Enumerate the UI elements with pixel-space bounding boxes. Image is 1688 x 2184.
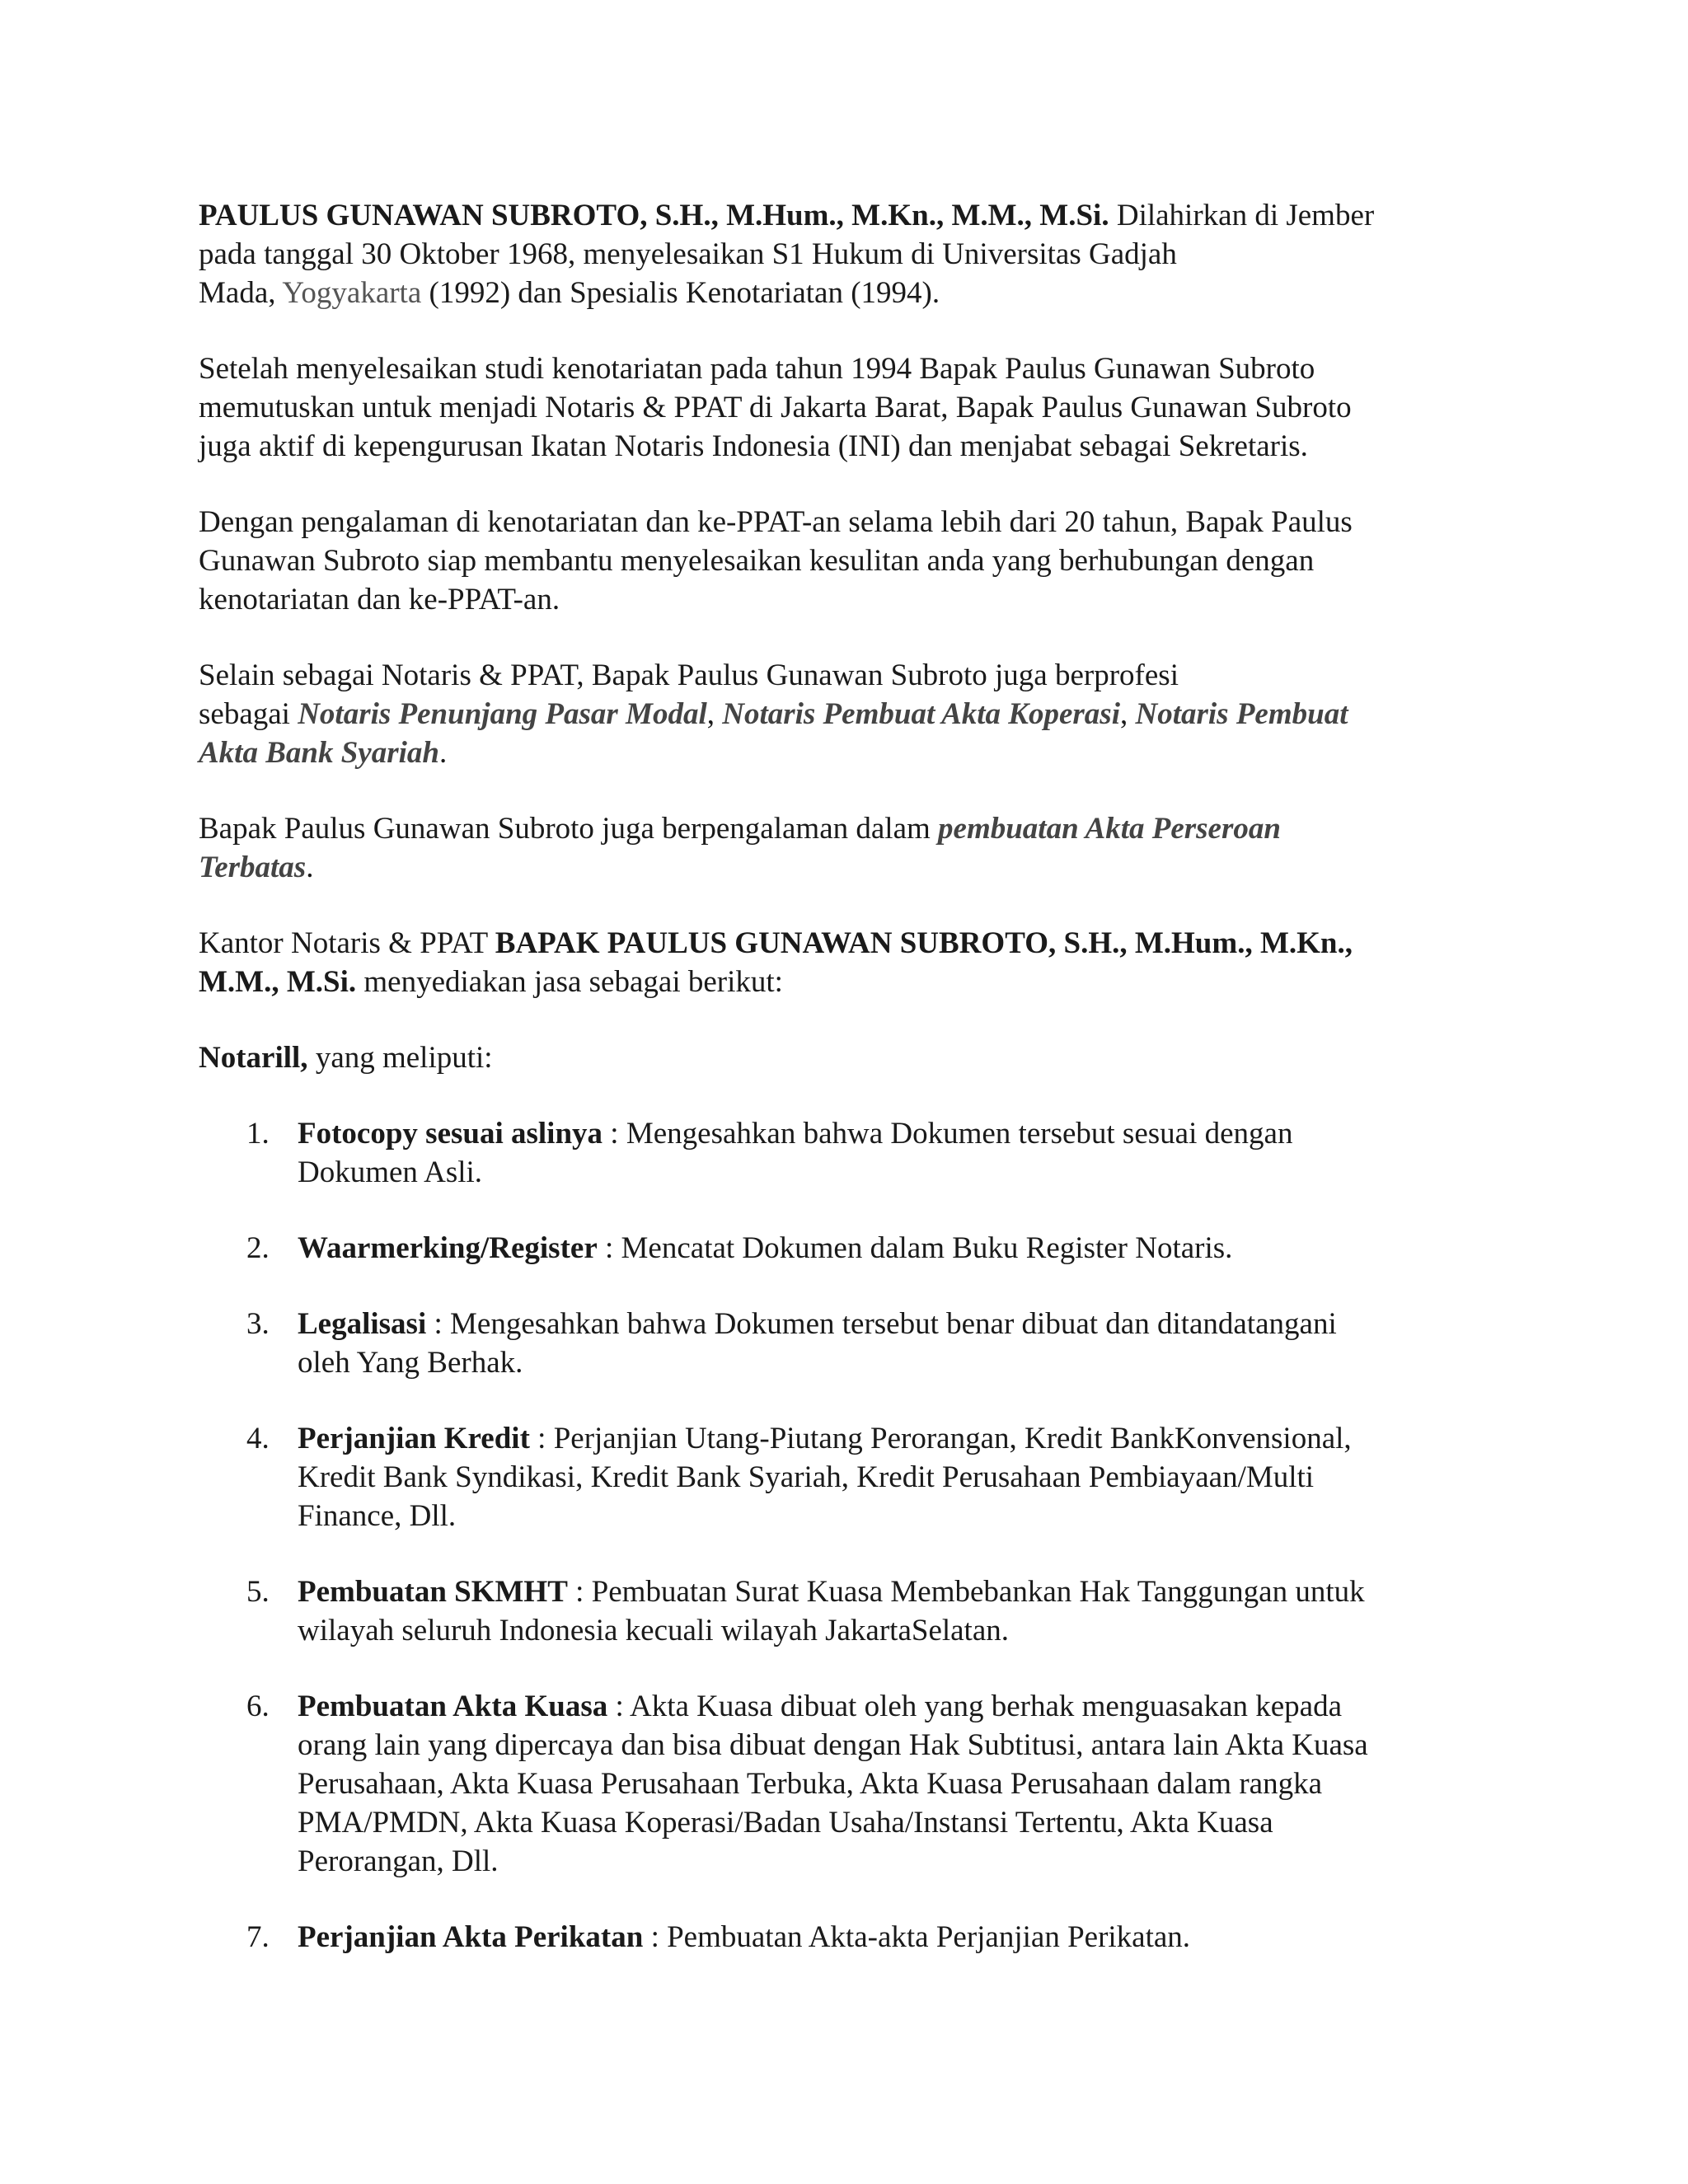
city-link[interactable]: Yogyakarta [282, 276, 422, 310]
intro-paragraph [199, 196, 1484, 312]
service-description-line: Finance, Dll. [298, 1499, 457, 1533]
company-deed-link-part-1[interactable]: pembuatan Akta Perseroan [938, 812, 1281, 846]
service-number: 2. [246, 1231, 270, 1265]
service-list [199, 1114, 1484, 1957]
experience-paragraph [199, 503, 1484, 619]
sharia-bank-link-part-2[interactable]: Akta Bank Syariah [199, 736, 439, 770]
intro-line-1 [199, 196, 1484, 235]
cooperative-deed-link[interactable]: Notaris Pembuat Akta Koperasi [722, 697, 1120, 731]
service-line-1 [298, 1687, 1484, 1726]
service-title: Waarmerking/Register [298, 1231, 598, 1265]
service-title: Perjanjian Kredit [298, 1422, 530, 1455]
experience-line-1: Dengan pengalaman di kenotariatan dan ke-PPAT-an selama lebih dari 20 tahun, Bapak Paulus [199, 505, 1353, 539]
service-number: 4. [246, 1422, 270, 1455]
service-description-line: wilayah seluruh Indonesia kecuali wilayah JakartaSelatan. [298, 1614, 1010, 1647]
notarial-heading [199, 1038, 1484, 1077]
intro-line-2: pada tanggal 30 Oktober 1968, menyelesaikan S1 Hukum di Universitas Gadjah [199, 237, 1177, 271]
intro-line-1-text: Dilahirkan di Jember [1109, 199, 1375, 232]
office-line-2 [199, 963, 1484, 1001]
service-line-1 [298, 1419, 1484, 1458]
service-description: : Pembuatan Surat Kuasa Membebankan Hak Tanggungan untuk [567, 1575, 1365, 1609]
service-line-1 [298, 1305, 1484, 1343]
document-page [199, 196, 1484, 1994]
service-description: : Pembuatan Akta-akta Perjanjian Perikatan. [643, 1920, 1191, 1954]
profession-line-2 [199, 695, 1484, 733]
career-line-3: juga aktif di kepengurusan Ikatan Notaris Indonesia (INI) dan menjabat sebagai Sekretaris. [199, 429, 1308, 463]
service-title: Legalisasi [298, 1307, 427, 1341]
service-description-line: PMA/PMDN, Akta Kuasa Koperasi/Badan Usaha/Instansi Tertentu, Akta Kuasa [298, 1806, 1273, 1840]
notarial-heading-line [199, 1038, 1484, 1077]
office-paragraph [199, 924, 1484, 1001]
office-name-tail: M.M., M.Si. [199, 965, 357, 999]
service-description: : Mengesahkan bahwa Dokumen tersebut benar dibuat dan ditandatangani [426, 1307, 1337, 1341]
service-item [199, 1229, 1484, 1268]
sharia-bank-link-part-1[interactable]: Notaris Pembuat [1135, 697, 1348, 731]
company-deed-line-1-text: Bapak Paulus Gunawan Subroto juga berpengalaman dalam [199, 812, 939, 846]
office-name: BAPAK PAULUS GUNAWAN SUBROTO, S.H., M.Hum., M.Kn., [495, 926, 1353, 960]
service-description-line: oleh Yang Berhak. [298, 1346, 523, 1380]
career-line-2: memutuskan untuk menjadi Notaris & PPAT di Jakarta Barat, Bapak Paulus Gunawan Subroto [199, 391, 1352, 424]
career-line-1: Setelah menyelesaikan studi kenotariatan pada tahun 1994 Bapak Paulus Gunawan Subroto [199, 352, 1315, 386]
service-description: : Perjanjian Utang-Piutang Perorangan, Kredit BankKonvensional, [529, 1422, 1352, 1455]
service-line-1 [298, 1572, 1484, 1611]
office-line-2-text: menyediakan jasa sebagai berikut: [356, 965, 783, 999]
service-description-line: Perorangan, Dll. [298, 1844, 499, 1878]
company-deed-line-1 [199, 809, 1484, 848]
company-deed-link-part-2[interactable]: Terbatas [199, 851, 307, 884]
service-number: 7. [246, 1920, 270, 1954]
service-item [199, 1918, 1484, 1957]
service-description: : Mencatat Dokumen dalam Buku Register Notaris. [597, 1231, 1233, 1265]
service-description-line: Dokumen Asli. [298, 1155, 483, 1189]
notary-name: PAULUS GUNAWAN SUBROTO, S.H., M.Hum., M.Kn., M.M., M.Si. [199, 199, 1109, 232]
service-title: Pembuatan SKMHT [298, 1575, 568, 1609]
profession-paragraph [199, 656, 1484, 772]
service-line-1 [298, 1229, 1484, 1268]
profession-line-3 [199, 733, 1484, 772]
service-description: : Akta Kuasa dibuat oleh yang berhak menguasakan kepada [607, 1690, 1343, 1723]
service-item [199, 1305, 1484, 1382]
intro-line-3-text: Mada, [199, 276, 283, 310]
service-title: Pembuatan Akta Kuasa [298, 1690, 608, 1723]
separator: , [706, 697, 723, 731]
profession-line-2-text: sebagai [199, 697, 298, 731]
service-item [199, 1114, 1484, 1192]
intro-line-3-tail: (1992) dan Spesialis Kenotariatan (1994). [421, 276, 940, 310]
service-number: 1. [246, 1117, 270, 1151]
capital-market-link[interactable]: Notaris Penunjang Pasar Modal [298, 697, 707, 731]
service-description-line: Perusahaan, Akta Kuasa Perusahaan Terbuka, Akta Kuasa Perusahaan dalam rangka [298, 1767, 1322, 1801]
service-number: 3. [246, 1307, 270, 1341]
profession-line-1: Selain sebagai Notaris & PPAT, Bapak Paulus Gunawan Subroto juga berprofesi [199, 658, 1179, 692]
service-item [199, 1572, 1484, 1650]
service-number: 5. [246, 1575, 270, 1609]
office-line-1-text: Kantor Notaris & PPAT [199, 926, 495, 960]
service-description-line: Kredit Bank Syndikasi, Kredit Bank Syariah, Kredit Perusahaan Pembiayaan/Multi [298, 1460, 1315, 1494]
period: . [438, 736, 448, 770]
service-line-1 [298, 1918, 1484, 1957]
experience-line-3: kenotariatan dan ke-PPAT-an. [199, 583, 560, 616]
company-deed-paragraph [199, 809, 1484, 887]
notarial-heading-bold: Notarill, [199, 1041, 308, 1075]
experience-line-2: Gunawan Subroto siap membantu menyelesaikan kesulitan anda yang berhubungan dengan [199, 544, 1315, 578]
separator: , [1120, 697, 1136, 731]
notarial-heading-text: yang meliputi: [307, 1041, 493, 1075]
service-description: : Mengesahkan bahwa Dokumen tersebut sesuai dengan [603, 1117, 1293, 1151]
service-item [199, 1687, 1484, 1881]
service-item [199, 1419, 1484, 1535]
service-line-1 [298, 1114, 1484, 1153]
office-line-1 [199, 924, 1484, 963]
intro-line-3 [199, 274, 1484, 312]
period: . [306, 851, 314, 884]
service-number: 6. [246, 1690, 270, 1723]
career-paragraph [199, 349, 1484, 466]
service-title: Fotocopy sesuai aslinya [298, 1117, 603, 1151]
service-description-line: orang lain yang dipercaya dan bisa dibuat dengan Hak Subtitusi, antara lain Akta Kuasa [298, 1728, 1368, 1762]
company-deed-line-2 [199, 848, 1484, 887]
service-title: Perjanjian Akta Perikatan [298, 1920, 644, 1954]
